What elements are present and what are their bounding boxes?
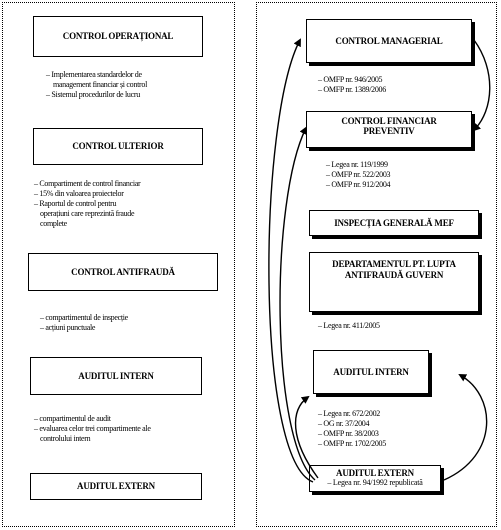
auditul-extern-note-right: – Legea nr. 94/1992 republicată <box>327 478 423 487</box>
control-managerial-title: CONTROL MANAGERIAL <box>335 36 443 46</box>
auditul-extern-title-right: AUDITUL EXTERN <box>336 468 414 478</box>
note-line: – compartimentul de inspecție <box>40 313 128 322</box>
arrow-extern-to-intern-right <box>444 375 487 480</box>
note-line: – OMFP nr. 1702/2005 <box>318 439 386 448</box>
note-line: – OMFP nr. 912/2004 <box>326 180 391 189</box>
arrow-extern-to-managerial <box>269 40 313 482</box>
control-operational-title: CONTROL OPERAȚIONAL <box>62 31 174 41</box>
control-antifrauda-title: CONTROL ANTIFRAUDĂ <box>71 267 175 277</box>
note-line: – Legea nr. 411/2005 <box>318 321 380 330</box>
note-line: – Sistemul procedurilor de lucru <box>46 90 140 99</box>
note-line: – OG nr. 37/2004 <box>318 419 370 428</box>
inspectia-generala-title: INSPECȚIA GENERALĂ MEF <box>334 218 454 228</box>
control-ulterior-title: CONTROL ULTERIOR <box>72 141 164 151</box>
note-line: – evaluarea celor trei compartimente ale <box>34 424 151 433</box>
control-financiar-preventiv-title: CONTROL FINANCIAR PREVENTIV <box>341 116 437 136</box>
auditul-extern-title-left: AUDITUL EXTERN <box>77 481 155 491</box>
note-line: operațiuni care reprezintă fraude <box>40 209 135 218</box>
note-line: – Legea nr. 672/2002 <box>318 409 380 418</box>
note-line: – Legea nr. 119/1999 <box>326 160 388 169</box>
note-line: – acțiuni punctuale <box>40 323 96 332</box>
note-line: – OMFP nr. 522/2003 <box>326 170 391 179</box>
note-line: management financiar și control <box>53 80 147 89</box>
note-line: – Implementarea standardelor de <box>46 70 142 79</box>
departamentul-antifrauda-title: DEPARTAMENTUL PT. LUPTA ANTIFRAUDĂ GUVERN <box>332 259 456 280</box>
auditul-intern-title-left: AUDITUL INTERN <box>78 371 154 381</box>
note-line: controlului intern <box>40 434 91 443</box>
note-line: – OMFP nr. 946/2005 <box>318 75 383 84</box>
note-line: – 15% din valoarea proiectelor <box>34 189 124 198</box>
note-line: – Raportul de control pentru <box>34 199 117 208</box>
auditul-intern-title-right: AUDITUL INTERN <box>333 367 409 377</box>
note-line: – compartimentul de audit <box>34 414 111 423</box>
note-line: – Compartiment de control financiar <box>34 179 141 188</box>
arrow-extern-to-preventiv <box>280 128 315 480</box>
arrow-extern-to-intern <box>296 397 318 478</box>
note-line: – OMFP nr. 38/2003 <box>318 429 379 438</box>
note-line: – OMFP nr. 1389/2006 <box>318 85 386 94</box>
note-line: complete <box>40 219 67 228</box>
arrow-managerial-to-preventiv <box>474 40 490 130</box>
